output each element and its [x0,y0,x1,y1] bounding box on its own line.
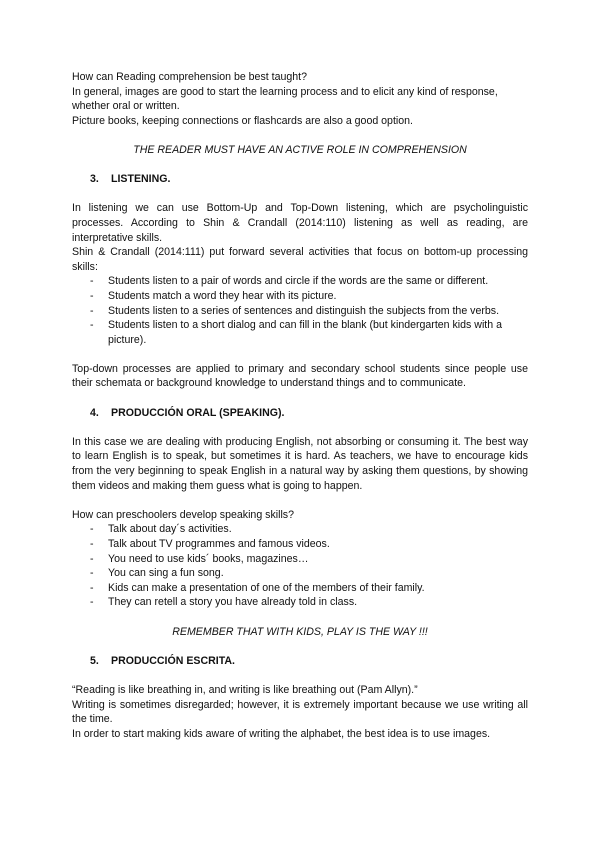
section-number: 4. [90,406,99,419]
list-item: - They can retell a story you have already told in class. [72,595,528,610]
listening-activity-list [72,274,528,347]
section-number: 3. [90,173,99,186]
writing-paragraph-importance: Writing is sometimes disregarded; however, it is extremely important because we use writing all the time. [72,698,528,726]
section-title: PRODUCCIÓN ESCRITA. [111,654,235,667]
listening-paragraph-top-down: Top-down processes are applied to primary and secondary school students since people use their schemata or background knowledge to understand things and to communicate. [72,362,528,390]
speaking-paragraph-intro: In this case we are dealing with producing English, not absorbing or consuming it. The best way to learn English is to speak, but sometimes it is hard. As teachers, we have to encourage kids from the very beginning to speak English in a natural way by asking them questions, by showing them videos and making them guess what is going to happen. [72,435,528,492]
section-title: PRODUCCIÓN ORAL (SPEAKING). [111,406,285,419]
section-heading-listening [90,172,528,187]
reading-paragraph-picture-books: Picture books, keeping connections or flashcards are also a good option. [72,114,413,127]
list-item: - You need to use kids´ books, magazines… [72,552,528,567]
list-item: - Students match a word they hear with its picture. [72,289,528,304]
list-item: - Kids can make a presentation of one of the members of their family. [72,581,528,596]
listening-paragraph-intro: In listening we can use Bottom-Up and Top-Down listening, which are psycholinguistic processes. According to Shin & Crandall (2014:110) listening as well as reading, are interpretative skills. [72,202,528,244]
document-page [72,70,528,741]
section-heading-writing [90,654,528,669]
section-heading-speaking [90,406,528,421]
list-item: - Talk about day´s activities. [72,522,528,537]
reading-question: How can Reading comprehension be best taught? [72,71,307,83]
list-item: - Students listen to a pair of words and circle if the words are the same or different. [72,274,528,289]
reading-paragraph-images: In general, images are good to start the learning process and to elicit any kind of response, whether oral or written. [72,85,498,113]
list-item: - Students listen to a short dialog and can fill in the blank (but kindergarten kids with a picture). [72,318,528,347]
speaking-slogan: REMEMBER THAT WITH KIDS, PLAY IS THE WAY !!! [172,625,428,638]
listening-paragraph-activities: Shin & Crandall (2014:111) put forward several activities that focus on bottom-up processing skills: [72,246,528,273]
list-item: - Students listen to a series of sentences and distinguish the subjects from the verbs. [72,304,528,319]
section-number: 5. [90,654,99,667]
writing-quote: “Reading is like breathing in, and writing is like breathing out (Pam Allyn).” [72,683,418,696]
list-item: - Talk about TV programmes and famous videos. [72,537,528,552]
section-title: LISTENING. [111,173,171,186]
speaking-question: How can preschoolers develop speaking skills? [72,508,294,521]
list-item: - You can sing a fun song. [72,566,528,581]
speaking-activity-list [72,522,528,610]
writing-paragraph-images: In order to start making kids aware of writing the alphabet, the best idea is to use images. [72,727,491,740]
reading-slogan: THE READER MUST HAVE AN ACTIVE ROLE IN COMPREHENSION [133,143,467,156]
